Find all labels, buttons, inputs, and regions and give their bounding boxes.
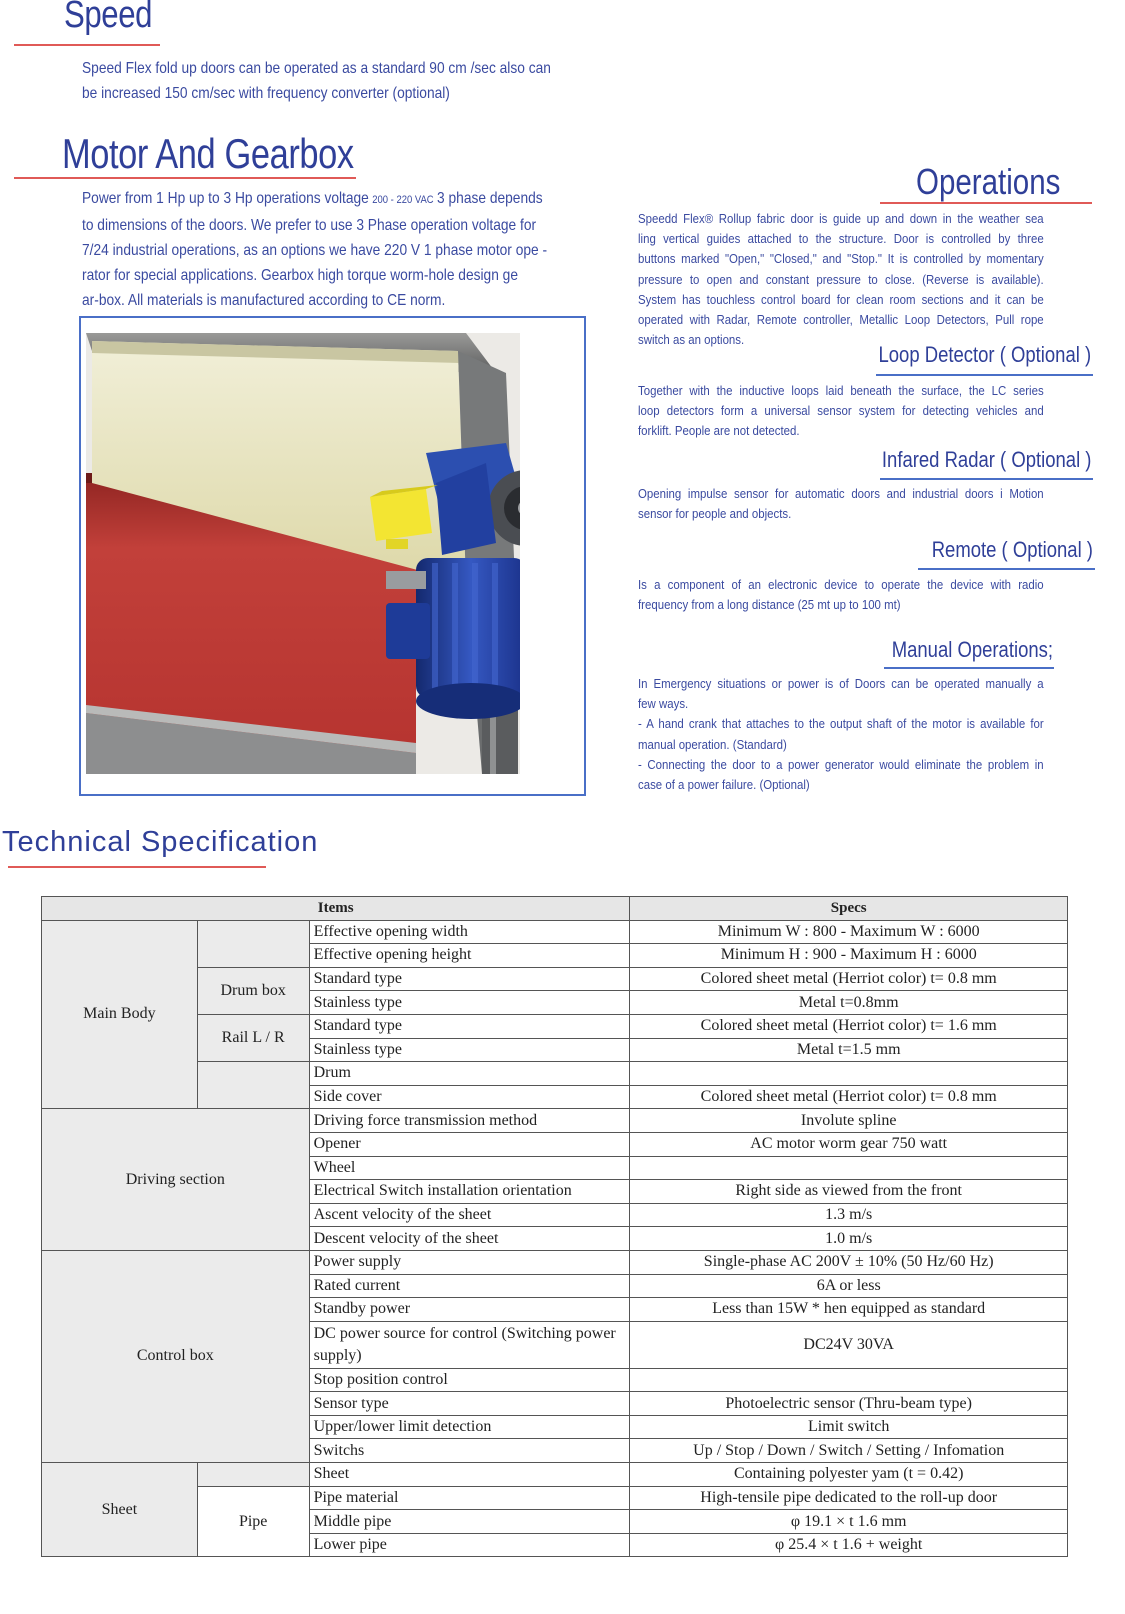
- spec-cell: [630, 1062, 1068, 1086]
- item-cell: Wheel: [309, 1156, 630, 1180]
- loop-line: Together with the inductive loops laid beneath the surface, the LC series: [638, 383, 1044, 398]
- tech-spec-title: Technical Specification: [2, 826, 319, 858]
- table-row: [42, 1109, 1068, 1133]
- speed-line: Speed Flex fold up doors can be operated as a standard 90 cm /sec also can: [82, 60, 551, 77]
- item-cell: Switchs: [309, 1439, 630, 1463]
- group-sheet: Sheet: [42, 1463, 198, 1557]
- spec-cell: Involute spline: [630, 1109, 1068, 1133]
- header-specs: Specs: [630, 897, 1068, 921]
- manual-line: - A hand crank that attaches to the output shaft of the motor is available for: [638, 716, 1044, 732]
- spec-cell: High-tensile pipe dedicated to the roll-up door: [630, 1486, 1068, 1510]
- spec-cell: [630, 1368, 1068, 1392]
- table-row: [42, 920, 1068, 944]
- loop-detector-paragraph: [638, 381, 1044, 442]
- motor-line1-b: 3 phase depends: [437, 190, 543, 207]
- item-cell: Side cover: [309, 1085, 630, 1109]
- motor-line: [82, 186, 586, 213]
- spec-cell: Minimum W : 800 - Maximum W : 6000: [630, 920, 1068, 944]
- spec-cell: Metal t=0.8mm: [630, 991, 1068, 1015]
- manual-line: - Connecting the door to a power generator would eliminate the problem in: [638, 756, 1044, 772]
- speed-paragraph: [82, 56, 551, 106]
- item-cell: Effective opening height: [309, 944, 630, 968]
- motor-gearbox-image: [86, 333, 520, 774]
- spec-cell: Containing polyester yam (t = 0.42): [630, 1463, 1068, 1487]
- loop-line: loop detectors form a universal sensor system for detecting vehicles and: [638, 403, 1044, 419]
- spec-cell: φ 19.1 × t 1.6 mm: [630, 1510, 1068, 1534]
- spec-cell: Limit switch: [630, 1415, 1068, 1439]
- remote-underline: [918, 568, 1095, 570]
- group-main-body-blank: [197, 920, 309, 967]
- group-sheet-blank: [197, 1463, 309, 1487]
- spec-cell: Colored sheet metal (Herriot color) t= 0.8 mm: [630, 1085, 1068, 1109]
- item-cell: Ascent velocity of the sheet: [309, 1203, 630, 1227]
- remote-title: Remote ( Optional ): [931, 537, 1093, 562]
- item-cell: Standby power: [309, 1298, 630, 1322]
- operations-paragraph: [638, 209, 1044, 350]
- operations-title-underline: [880, 202, 1092, 204]
- table-header-row: [42, 897, 1068, 921]
- item-cell: Pipe material: [309, 1486, 630, 1510]
- item-cell: Descent velocity of the sheet: [309, 1227, 630, 1251]
- spec-table: [41, 896, 1068, 1557]
- operations-line: System has touchless control board for clean room sections and it can be: [638, 291, 1044, 307]
- radar-line: Opening impulse sensor for automatic doors and industrial doors i Motion: [638, 486, 1044, 501]
- manual-title: Manual Operations;: [891, 637, 1053, 662]
- item-cell: Sensor type: [309, 1392, 630, 1416]
- item-cell: Stainless type: [309, 1038, 630, 1062]
- loop-detector-underline: [876, 374, 1093, 376]
- spec-cell: Less than 15W * hen equipped as standard: [630, 1298, 1068, 1322]
- item-cell: DC power source for control (Switching power supply): [309, 1321, 630, 1368]
- subgroup-drum-box: Drum box: [197, 967, 309, 1014]
- motor-title: Motor And Gearbox: [62, 130, 354, 177]
- item-cell: Drum: [309, 1062, 630, 1086]
- spec-cell: DC24V 30VA: [630, 1321, 1068, 1368]
- table-row: [42, 1463, 1068, 1487]
- group-main-body: Main Body: [42, 920, 198, 1109]
- motor-voltage: 200 - 220 VAC: [372, 194, 434, 206]
- subgroup-pipe: Pipe: [197, 1486, 309, 1557]
- remote-paragraph: [638, 575, 1044, 615]
- item-cell: Opener: [309, 1132, 630, 1156]
- manual-paragraph: [638, 674, 1044, 795]
- spec-cell: Colored sheet metal (Herriot color) t= 1.6 mm: [630, 1014, 1068, 1038]
- spec-cell: 1.3 m/s: [630, 1203, 1068, 1227]
- remote-line: Is a component of an electronic device to operate the device with radio: [638, 577, 1044, 592]
- subgroup-rail: Rail L / R: [197, 1014, 309, 1061]
- item-cell: Driving force transmission method: [309, 1109, 630, 1133]
- table-row: [42, 1250, 1068, 1274]
- operations-line: buttons marked "Open," "Closed," and "Stop." It is controlled by momentary: [638, 251, 1044, 267]
- radar-underline: [880, 478, 1093, 480]
- motor-line: 7/24 industrial operations, as an options we have 220 V 1 phase motor ope -: [82, 242, 548, 259]
- speed-line: be increased 150 cm/sec with frequency converter (optional): [82, 85, 450, 102]
- spec-cell: Right side as viewed from the front: [630, 1180, 1068, 1204]
- item-cell: Lower pipe: [309, 1533, 630, 1557]
- header-items: Items: [42, 897, 630, 921]
- tech-spec-underline: [8, 866, 266, 868]
- remote-line: frequency from a long distance (25 mt up to 100 mt): [638, 597, 901, 613]
- operations-line: switch as an options.: [638, 332, 745, 348]
- item-cell: Effective opening width: [309, 920, 630, 944]
- item-cell: Power supply: [309, 1250, 630, 1274]
- item-cell: Rated current: [309, 1274, 630, 1298]
- radar-line: sensor for people and objects.: [638, 506, 792, 522]
- manual-line: case of a power failure. (Optional): [638, 777, 810, 793]
- spec-cell: φ 25.4 × t 1.6 + weight: [630, 1533, 1068, 1557]
- manual-line: In Emergency situations or power is of Doors can be operated manually a: [638, 676, 1044, 691]
- operations-line: pressure to open and constant pressure to close. (Reverse is available).: [638, 271, 1044, 287]
- motor-title-underline: [14, 177, 356, 179]
- item-cell: Stop position control: [309, 1368, 630, 1392]
- item-cell: Electrical Switch installation orientation: [309, 1180, 630, 1204]
- operations-line: operated with Radar, Remote controller, Metallic Loop Detectors, Pull rope: [638, 312, 1044, 328]
- spec-cell: Photoelectric sensor (Thru-beam type): [630, 1392, 1068, 1416]
- spec-cell: Up / Stop / Down / Switch / Setting / Infomation: [630, 1439, 1068, 1463]
- operations-title: Operations: [916, 161, 1061, 202]
- item-cell: Sheet: [309, 1463, 630, 1487]
- item-cell: Stainless type: [309, 991, 630, 1015]
- motor-line: ar-box. All materials is manufactured according to CE norm.: [82, 292, 446, 309]
- spec-cell: 6A or less: [630, 1274, 1068, 1298]
- spec-cell: Minimum H : 900 - Maximum H : 6000: [630, 944, 1068, 968]
- spec-cell: Colored sheet metal (Herriot color) t= 0.8 mm: [630, 967, 1068, 991]
- operations-line: ling vertical guides attached to the structure. Door is controlled by three: [638, 231, 1044, 247]
- group-control-box: Control box: [42, 1250, 310, 1462]
- spec-cell: AC motor worm gear 750 watt: [630, 1132, 1068, 1156]
- group-main-body-blank: [197, 1062, 309, 1109]
- speed-title-underline: [14, 44, 160, 46]
- loop-line: forklift. People are not detected.: [638, 423, 800, 439]
- motor-line: to dimensions of the doors. We prefer to use 3 Phase operation voltage for: [82, 217, 537, 234]
- group-driving-section: Driving section: [42, 1109, 310, 1251]
- manual-line: manual operation. (Standard): [638, 736, 787, 752]
- radar-paragraph: [638, 484, 1044, 524]
- manual-line: few ways.: [638, 696, 689, 712]
- motor-line: rator for special applications. Gearbox high torque worm-hole design ge: [82, 267, 518, 284]
- operations-line: Speedd Flex® Rollup fabric door is guide up and down in the weather sea: [638, 211, 1044, 226]
- spec-cell: 1.0 m/s: [630, 1227, 1068, 1251]
- radar-title: Infared Radar ( Optional ): [881, 447, 1091, 472]
- spec-cell: Single-phase AC 200V ± 10% (50 Hz/60 Hz): [630, 1250, 1068, 1274]
- item-cell: Upper/lower limit detection: [309, 1415, 630, 1439]
- motor-line1-a: Power from 1 Hp up to 3 Hp operations voltage: [82, 190, 369, 207]
- motor-paragraph: [82, 186, 586, 313]
- manual-underline: [884, 667, 1054, 669]
- spec-cell: [630, 1156, 1068, 1180]
- item-cell: Standard type: [309, 1014, 630, 1038]
- item-cell: Middle pipe: [309, 1510, 630, 1534]
- spec-cell: Metal t=1.5 mm: [630, 1038, 1068, 1062]
- speed-title: Speed: [64, 0, 153, 36]
- item-cell: Standard type: [309, 967, 630, 991]
- loop-detector-title: Loop Detector ( Optional ): [878, 342, 1091, 367]
